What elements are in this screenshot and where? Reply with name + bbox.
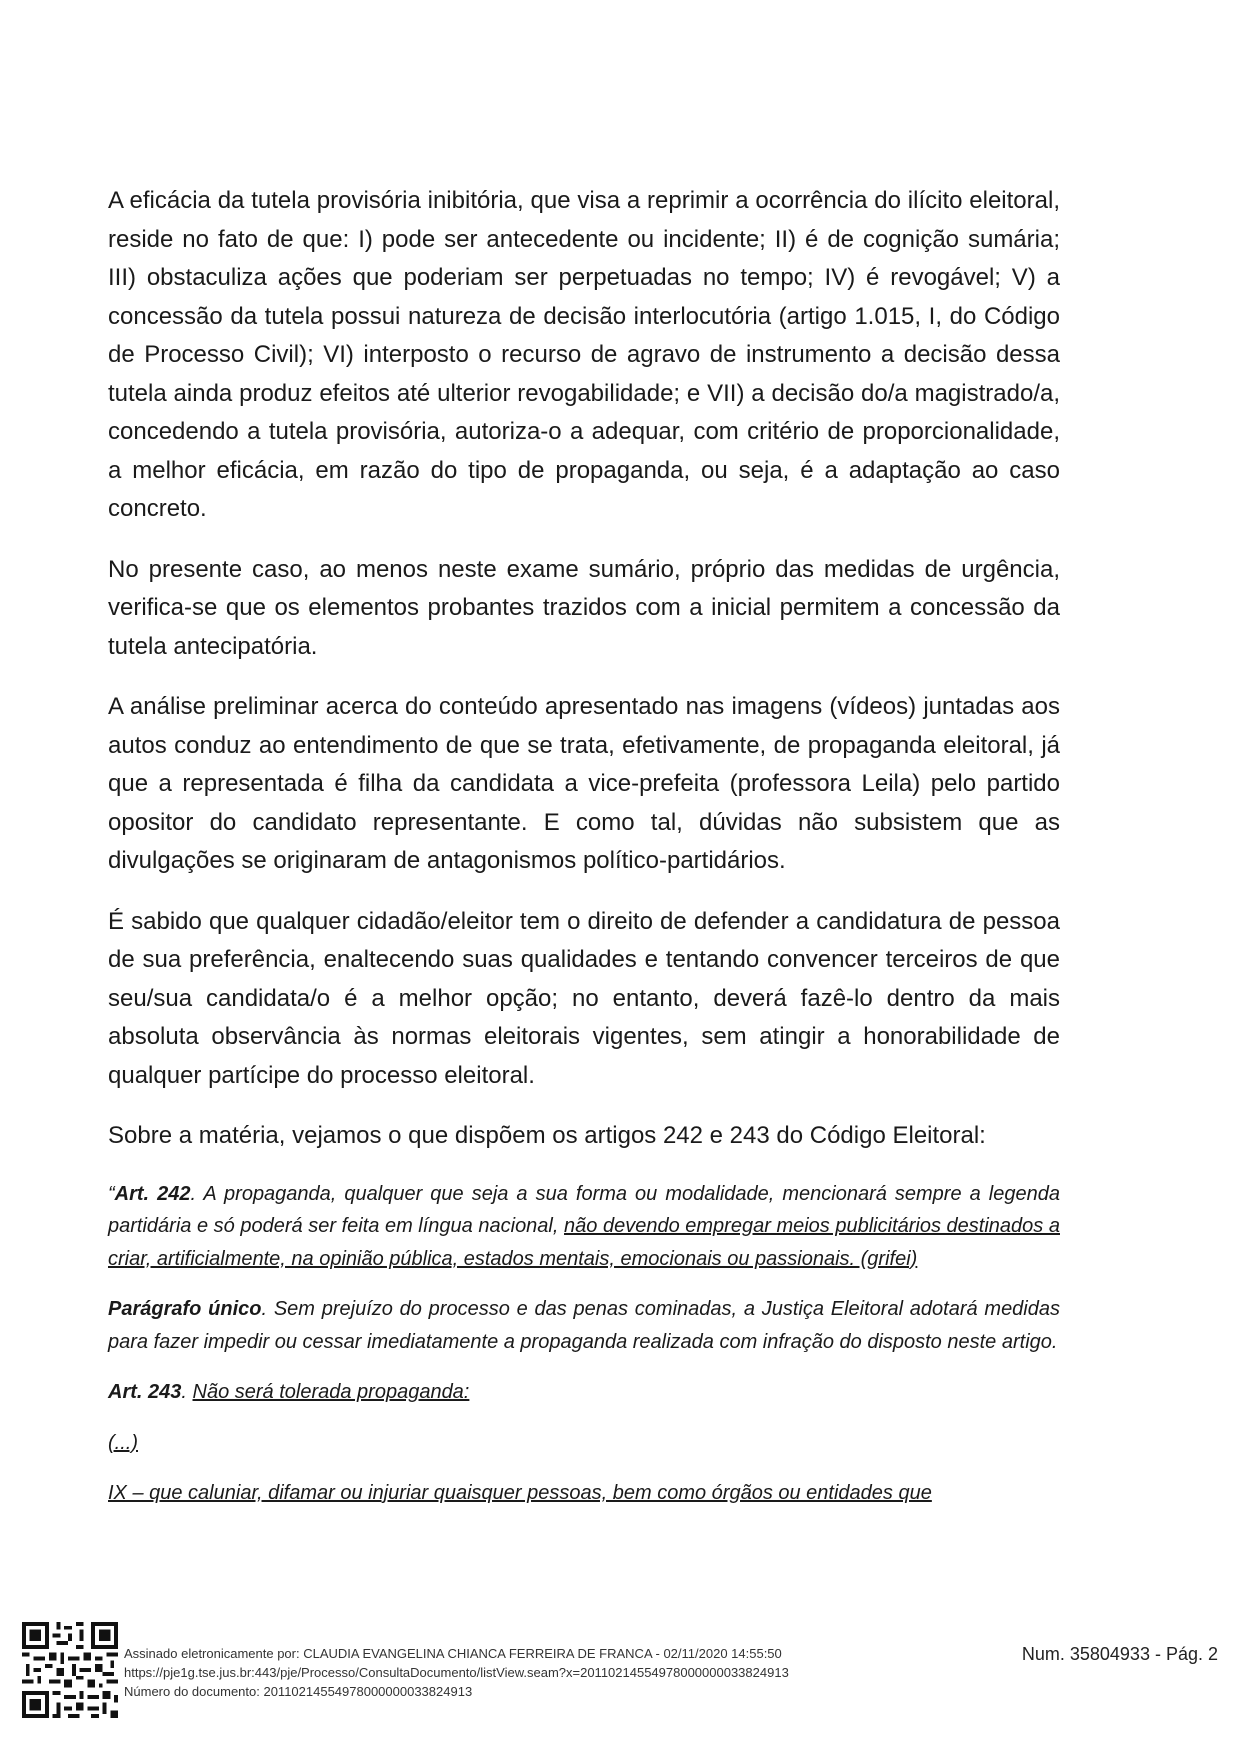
signed-by-line: Assinado eletronicamente por: CLAUDIA EVANGELINA CHIANCA FERREIRA DE FRANCA - 02/11/2020 14:55:50 [124, 1646, 782, 1661]
document-number-line: Número do documento: 20110214554978000000033824913 [124, 1684, 473, 1699]
quote-art-242 [108, 1178, 1060, 1276]
qr-code-icon [22, 1622, 118, 1718]
paragraph-sobre-materia: Sobre a matéria, vejamos o que dispõem os artigos 242 e 243 do Código Eleitoral: [108, 1122, 986, 1149]
open-quote-mark: “ [108, 1182, 115, 1205]
quote-paragrafo-unico [108, 1293, 1060, 1358]
quote-ellipsis [108, 1427, 1060, 1460]
document-url-link[interactable]: https://pje1g.tse.jus.br:443/pje/Processo/ConsultaDocumento/listView.seam?x=20110214554978000000033824913 [124, 1665, 789, 1680]
document-body [108, 182, 1060, 1528]
paragraph-analise-preliminar: A análise preliminar acerca do conteúdo apresentado nas imagens (vídeos) juntadas aos autos conduz ao entendimento de que se trata, efetivamente, de propaganda eleitoral, já que a representada é filha da candidata a vice-prefeita (professora Leila) pelo partido opositor do candidato representante. E como tal, dúvidas não subsistem que as divulgações se originaram de antagonismos político-partidários. [108, 693, 1060, 874]
paragrafo-unico-text: . Sem prejuízo do processo e das penas cominadas, a Justiça Eleitoral adotará medidas para fazer impedir ou cessar imediatamente a propaganda realizada com infração do disposto neste artigo. [108, 1298, 1060, 1353]
quote-item-ix [108, 1477, 1060, 1510]
art-243-underlined-text: Não será tolerada propaganda: [192, 1381, 470, 1403]
quote-art-243 [108, 1376, 1060, 1409]
paragraph-presente-caso: No presente caso, ao menos neste exame sumário, próprio das medidas de urgência, verifica-se que os elementos probantes trazidos com a inicial permitem a concessão da tutela antecipatória. [108, 555, 1060, 660]
art-243-label: Art. 243 [108, 1381, 182, 1403]
art-242-underlined-text: não devendo empregar meios publicitários destinados a criar, artificialmente, na opinião pública, estados mentais, emocionais ou passionais. (grifei) [108, 1215, 1060, 1270]
art-243-separator: . [181, 1381, 193, 1403]
ellipsis-text: (...) [108, 1431, 138, 1454]
paragrafo-unico-label: Parágrafo único [108, 1298, 262, 1320]
page-number: Num. 35804933 - Pág. 2 [1021, 1644, 1218, 1664]
art-242-label: Art. 242 [114, 1182, 191, 1205]
signature-footer [0, 1614, 1240, 1755]
signature-info [124, 1644, 789, 1701]
item-ix-text: IX – que caluniar, difamar ou injuriar quaisquer pessoas, bem como órgãos ou entidades que [108, 1482, 932, 1504]
paragraph-tutela-provisoria: A eficácia da tutela provisória inibitória, que visa a reprimir a ocorrência do ilícito eleitoral, reside no fato de que: I) pode ser antecedente ou incidente; II) é de cognição sumária; III) obstaculiza ações que poderiam ser perpetuadas no tempo; IV) é revogável; V) a concessão da tutela possui natureza de decisão interlocutória (artigo 1.015, I, do Código de Processo Civil); VI) interposto o recurso de agravo de instrumento a decisão dessa tutela ainda produz efeitos até ulterior revogabilidade; e VII) a decisão do/a magistrado/a, concedendo a tutela provisória, autoriza-o a adequar, com critério de proporcionalidade, a melhor eficácia, em razão do tipo de propaganda, ou seja, é a adaptação ao caso concreto. [108, 187, 1060, 522]
art-242-text: . A propaganda, qualquer que seja a sua forma ou modalidade, mencionará sempre a legenda partidária e só poderá ser feita em língua nacional, [108, 1182, 1060, 1237]
paragraph-direito-cidadao: É sabido que qualquer cidadão/eleitor tem o direito de defender a candidatura de pessoa de sua preferência, enaltecendo suas qualidades e tentando convencer terceiros de que seu/sua candidata/o é a melhor opção; no entanto, deverá fazê-lo dentro da mais absoluta observância às normas eleitorais vigentes, sem atingir a honorabilidade de qualquer partícipe do processo eleitoral. [108, 907, 1060, 1089]
